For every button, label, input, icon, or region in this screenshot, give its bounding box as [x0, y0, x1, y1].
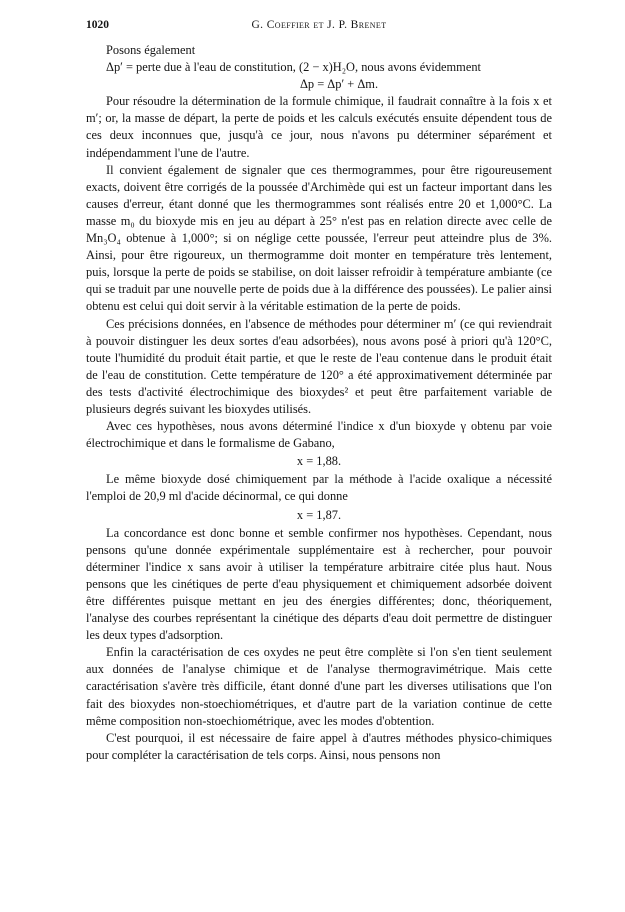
- paragraph-dosage-chimique: Le même bioxyde dosé chimiquement par la méthode à l'acide oxalique a nécessité l'emploi de 20,9 ml d'acide décinormal, ce qui donne: [86, 472, 552, 504]
- paragraph-thermogrammes: Il convient également de signaler que ces thermogrammes, pour être rigoureusement exacts, doivent être corrigés de la poussée d'Archimède qui est un facteur important dans les causes d'erreur, étant donné que les thermogrammes sont réalisés entre 20 et 1,000°C. La masse m₀ du bioxyde mis en jeu au départ à 25° n'est pas en relation directe avec celle de Mn₃O₄ obtenue à 1,000°; si on néglige cette poussée, l'erreur peut atteindre plus de 3%. Ainsi, pour être rigoureux, un thermogramme doit monter en température très lentement, puis, lorsque la perte de poids se stabilise, on doit laisser refroidir à température ambiante (ce qui se traduit par une nouvelle perte de poids due à la différence des poussées). Le palier ainsi obtenu est celui qui doit servir à la véritable estimation de la perte de poids.: [86, 162, 552, 314]
- paragraph-caracterisation: Enfin la caractérisation de ces oxydes ne peut être complète si l'on s'en tient seulement aux données de l'analyse chimique et de l'analyse thermogravimétrique. Mais cette caractérisation s'avère très difficile, étant donné d'une part les diverses utilisations que l'on fait des bioxydes non-stoechiométriques, et d'autre part de la variation continue de cette même composition non-stoechiométrique, avec les modes d'obtention.: [86, 645, 552, 728]
- article-body: [86, 42, 552, 764]
- equation-x-chimique: x = 1,87.: [296, 507, 342, 522]
- running-head: G. Coeffier et J. P. Brenet: [251, 19, 387, 31]
- paragraph-hypotheses: Avec ces hypothèses, nous avons déterminé l'indice x d'un bioxyde γ obtenu par voie électrochimique et dans le formalisme de Gabano,: [86, 419, 552, 451]
- paragraph-methodes-physico-chimiques: C'est pourquoi, il est nécessaire de faire appel à d'autres méthodes physico-chimiques pour compléter la caractérisation de tels corps. Ainsi, nous pensons non: [86, 730, 552, 762]
- paragraph-concordance: La concordance est donc bonne et semble confirmer nos hypothèses. Cependant, nous pensons qu'une donnée expérimentale supplémentaire est à rechercher, pour pouvoir déterminer l'indice x sans avoir à utiliser la température arbitraire citée plus haut. Nous pensons que les cinétiques de perte d'eau physiquement et chimiquement adsorbée doivent être différentes puisque mettant en jeu des énergies différentes; donc, théoriquement, l'analyse des courbes représentant la cinétique des départs d'eau doit permettre de distinguer les deux types d'adsorption.: [86, 525, 552, 643]
- definition-delta-p-prime: Δp′ = perte due à l'eau de constitution, (2 − x)H₂O, nous avons évidemment: [106, 60, 481, 75]
- paragraph-posons: Posons également: [106, 43, 196, 57]
- paragraph-precisions: Ces précisions données, en l'absence de méthodes pour déterminer m′ (ce qui reviendrait à pouvoir distinguer les deux sortes d'eau adsorbées), nous avons posé à priori qu'à 120°C, toute l'humidité du produit était partie, et que le reste de l'eau contenue dans le produit était de l'eau de constitution. Cette température de 120° a été approximativement déterminée par des tests d'activité électrochimique des bioxydes² et peut être parfaitement variable de plusieurs degrés suivant les bioxydes utilisés.: [86, 316, 552, 416]
- equation-delta-p: Δp = Δp′ + Δm.: [299, 77, 379, 92]
- page-number: 1020: [86, 19, 109, 31]
- equation-x-electrochimique: x = 1,88.: [296, 454, 342, 469]
- paragraph-resolution: Pour résoudre la détermination de la formule chimique, il faudrait connaître à la fois x et m′; or, la masse de départ, la perte de poids et les calculs exécutés ensuite dépendent tous de ces deux inconnues que, jusqu'à ce jour, nous n'avons pu déterminer séparément et indépendamment l'une de l'autre.: [86, 94, 552, 160]
- page-header: [86, 19, 552, 35]
